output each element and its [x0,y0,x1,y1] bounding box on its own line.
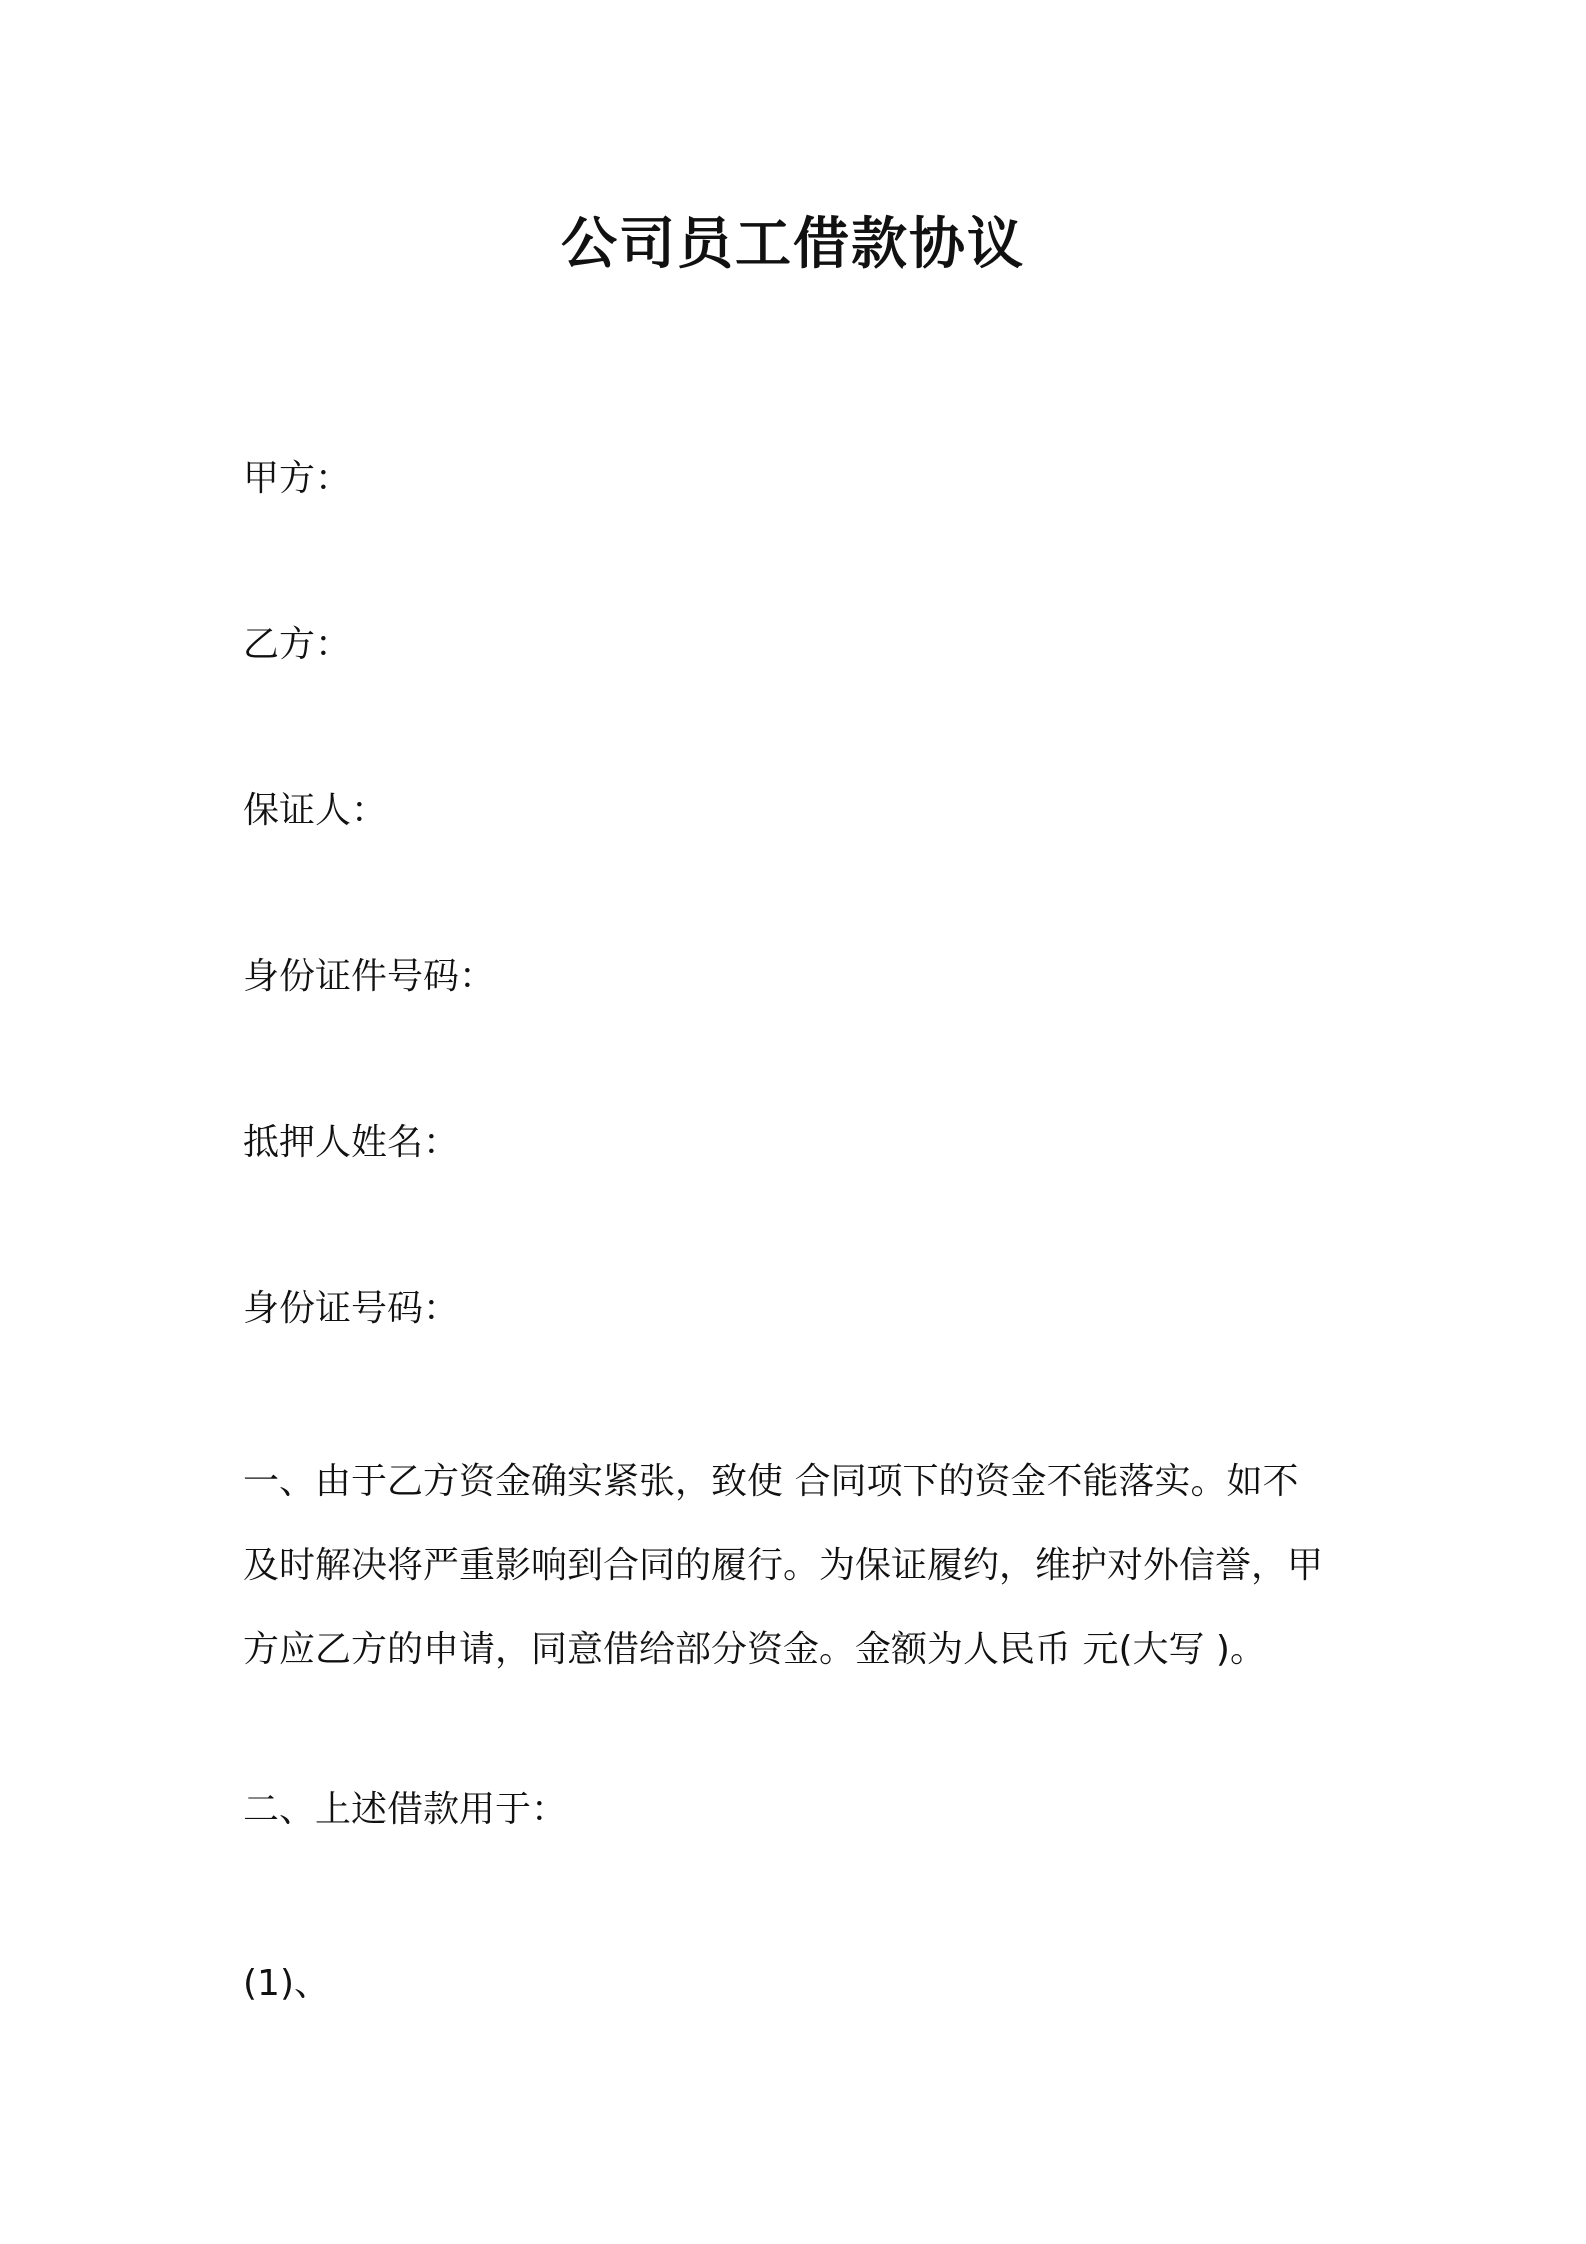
clause-1-line-3: 方应乙方的申请，同意借给部分资金。金额为人民币 元(大写 )。 [243,1629,1266,1670]
id-document-number-label: 身份证件号码： [243,956,496,997]
list-item-1: (1)、 [243,1963,330,2004]
clause-2: 二、上述借款用于： [243,1789,568,1830]
mortgagor-name-label: 抵押人姓名： [243,1122,460,1163]
document-title: 公司员工借款协议 [561,212,1025,277]
clause-1 [243,1440,1353,1692]
guarantor-label: 保证人： [243,790,388,831]
clause-1-line-2: 及时解决将严重影响到合同的履行。为保证履约，维护对外信誉，甲 [243,1545,1324,1586]
party-a-label: 甲方： [243,458,352,499]
id-number-label: 身份证号码： [243,1288,460,1329]
clause-1-line-1: 一、由于乙方资金确实紧张，致使 合同项下的资金不能落实。如不 [243,1461,1299,1502]
party-b-label: 乙方： [243,624,352,665]
